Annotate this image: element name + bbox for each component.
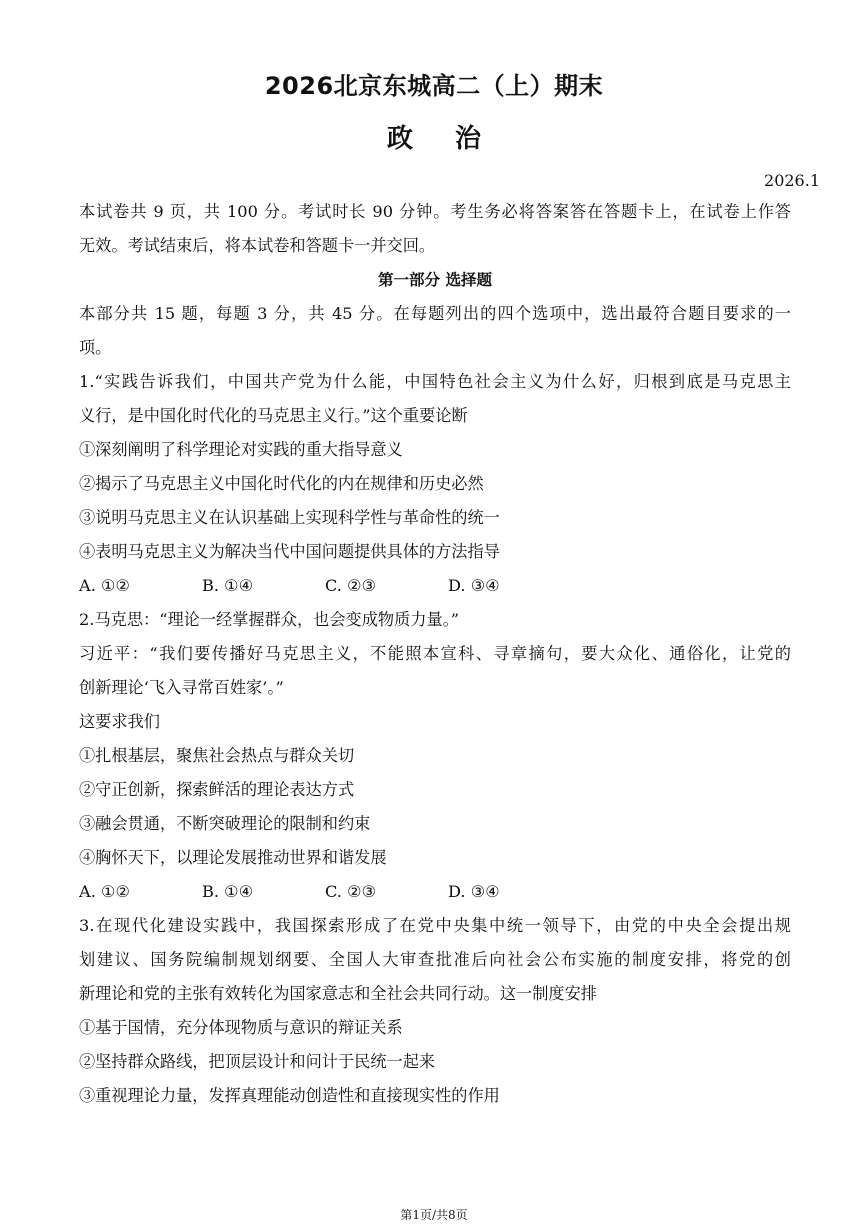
subject-title: 政治 [386,124,523,154]
question-stem-line: 3.在现代化建设实践中，我国探索形成了在党中央集中统一领导下，由党的中央全会提出规 [79,916,791,935]
answer-options [79,569,791,603]
option-c: C. ②③ [325,882,377,901]
question-stem-line: 划建议、国务院编制规划纲要、全国人大审查批准后向社会公布实施的制度安排，将党的创 [79,950,791,969]
question-stem-line: 新理论和党的主张有效转化为国家意志和全社会共同行动。这一制度安排 [79,984,597,1003]
section-desc-line: 本部分共 15 题，每题 3 分，共 45 分。在每题列出的四个选项中，选出最符合题目要求的一 [79,304,791,323]
option-b: B. ①④ [202,882,254,901]
question-item: ①基于国情，充分体现物质与意识的辩证关系 [79,1018,403,1037]
option-a: A. ①② [79,576,131,595]
exam-body [79,195,791,1113]
exam-title: 2026北京东城高二（上）期末 [264,72,604,100]
intro-line: 本试卷共 9 页，共 100 分。考试时长 90 分钟。考生务必将答案答在答题卡上，在试卷上作答 [79,202,791,221]
exam-date: 2026.1 [764,171,820,190]
option-d: D. ③④ [448,882,500,901]
question-item: ②揭示了马克思主义中国化时代化的内在规律和历史必然 [79,474,484,493]
question-item: ②守正创新，探索鲜活的理论表达方式 [79,780,355,799]
option-c: C. ②③ [325,576,377,595]
intro-line: 无效。考试结束后，将本试卷和答题卡一并交回。 [79,236,436,255]
question-item: ③重视理论力量，发挥真理能动创造性和直接现实性的作用 [79,1086,500,1105]
question-stem-line: 这要求我们 [79,712,160,731]
question-item: ①扎根基层，聚焦社会热点与群众关切 [79,746,355,765]
answer-options [79,875,791,909]
question-item: ②坚持群众路线，把顶层设计和问计于民统一起来 [79,1052,436,1071]
question-item: ③说明马克思主义在认识基础上实现科学性与革命性的统一 [79,508,500,527]
page-footer: 第1页/共8页 [400,1208,468,1222]
section-desc-line: 项。 [79,338,112,357]
question-2 [79,603,791,909]
question-item: ④胸怀天下，以理论发展推动世界和谐发展 [79,848,387,867]
question-stem-line: 2.马克思：“理论一经掌握群众，也会变成物质力量。” [79,610,460,629]
question-stem-line: 创新理论‘飞入寻常百姓家’。” [79,678,284,697]
option-b: B. ①④ [202,576,254,595]
question-item: ④表明马克思主义为解决当代中国问题提供具体的方法指导 [79,542,500,561]
question-item: ③融会贯通，不断突破理论的限制和约束 [79,814,371,833]
section-title: 第一部分 选择题 [378,271,492,289]
question-item: ①深刻阐明了科学理论对实践的重大指导意义 [79,440,403,459]
option-a: A. ①② [79,882,131,901]
question-3 [79,909,791,1113]
option-d: D. ③④ [448,576,500,595]
question-stem-line: 义行，是中国化时代化的马克思主义行。”这个重要论断 [79,406,468,425]
question-1 [79,365,791,603]
question-stem-line: 1.“实践告诉我们，中国共产党为什么能，中国特色社会主义为什么好，归根到底是马克思主 [79,372,791,391]
question-stem-line: 习近平：“我们要传播好马克思主义，不能照本宣科、寻章摘句，要大众化、通俗化，让党的 [79,644,791,663]
